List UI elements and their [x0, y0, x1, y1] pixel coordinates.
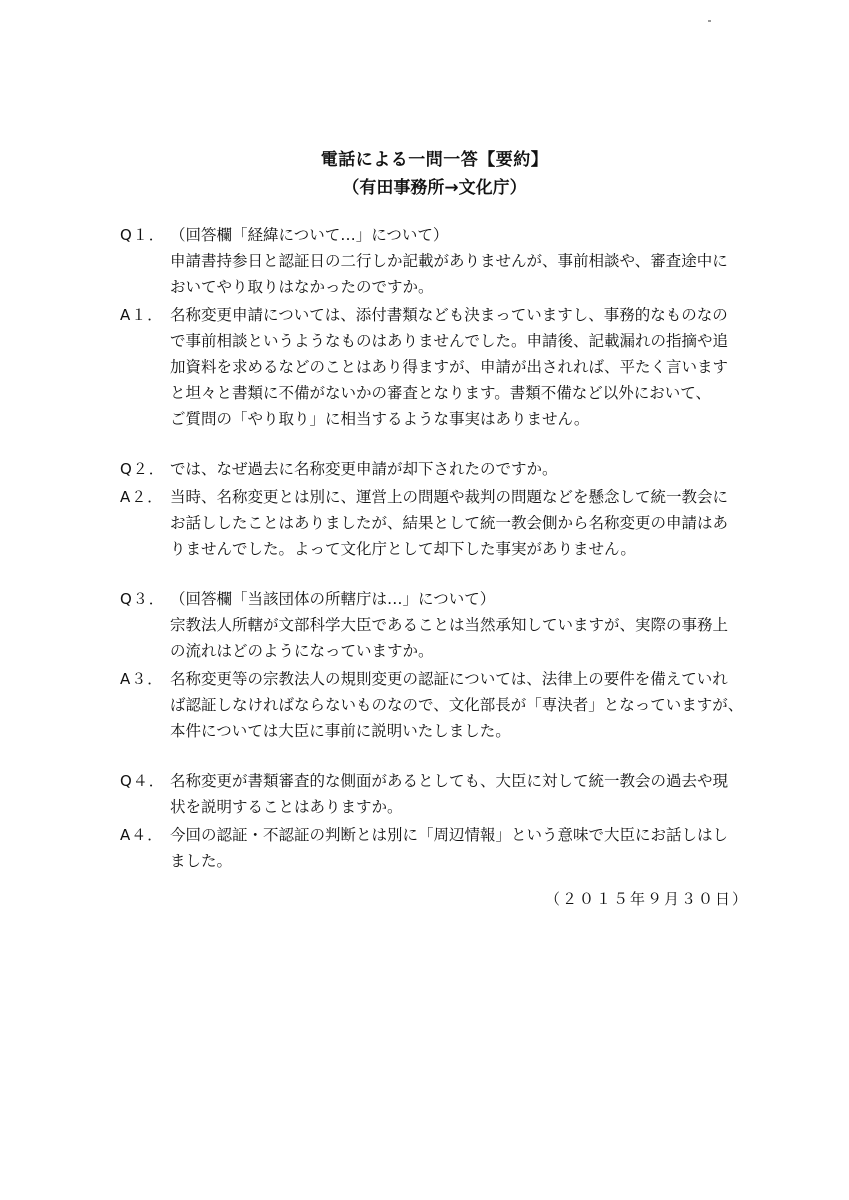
text-line: と坦々と書類に不備がないかの審査となります。書類不備など以外において、: [170, 384, 711, 402]
text-line: 申請書持参日と認証日の二行しか記載がありませんが、事前相談や、審査途中に: [170, 252, 728, 270]
answer: [120, 666, 760, 744]
answer: [120, 302, 760, 432]
text-line: 当時、名称変更とは別に、運営上の問題や裁判の問題などを懸念して統一教会に: [170, 488, 729, 506]
question: [120, 456, 760, 482]
text-line: 名称変更等の宗教法人の規則変更の認証については、法律上の要件を備えていれ: [170, 670, 728, 688]
text-line: おいてやり取りはなかったのですか。: [170, 278, 434, 296]
answer-label: A４．: [120, 826, 164, 844]
text-line: （回答欄「経緯について…」について）: [170, 226, 449, 244]
answer-text: [170, 302, 760, 432]
answer-label: A３．: [120, 670, 164, 688]
text-line: ご質問の「やり取り」に相当するような事実はありません。: [170, 410, 590, 428]
text-line: 加資料を求めるなどのことはあり得ますが、申請が出されれば、平たく言います: [170, 358, 729, 376]
question-label: Q２．: [120, 460, 165, 478]
answer-label: A１．: [120, 306, 164, 324]
text-line: （回答欄「当該団体の所轄庁は…」について）: [170, 590, 496, 608]
qa-list: [120, 222, 760, 874]
question-text: [170, 768, 760, 820]
text-line: 宗教法人所轄が文部科学大臣であることは当然承知していますが、実際の事務上: [170, 616, 729, 634]
question-label: Q１．: [120, 226, 165, 244]
qa-block: [120, 768, 760, 874]
text-line: 状を説明することはありますか。: [170, 798, 403, 816]
answer-text: [170, 484, 760, 562]
question: [120, 586, 760, 664]
text-line: の流れはどのようになっていますか。: [170, 642, 434, 660]
question-label: Q３．: [120, 590, 165, 608]
text-line: 本件については大臣に事前に説明いたしました。: [170, 722, 511, 740]
text-line: お話ししたことはありましたが、結果として統一教会側から名称変更の申請はあ: [170, 514, 729, 532]
text-line: ば認証しなければならないものなので、文化部長が「専決者」となっていますが、: [170, 696, 744, 714]
answer-text: [170, 822, 760, 874]
question: [120, 768, 760, 820]
text-line: 名称変更申請については、添付書類なども決まっていますし、事務的なものなの: [170, 306, 728, 324]
text-line: りませんでした。よって文化庁として却下した事実がありません。: [170, 540, 636, 558]
text-line: 今回の認証・不認証の判断とは別に「周辺情報」という意味で大臣にお話しはし: [170, 826, 729, 844]
qa-block: [120, 222, 760, 432]
question-text: [170, 456, 760, 482]
document-date: （２０１５年９月３０日）: [545, 890, 750, 908]
title-block: [0, 146, 849, 202]
text-line: ました。: [170, 852, 233, 870]
answer: [120, 822, 760, 874]
document-title: 電話による一問一答【要約】: [320, 150, 549, 170]
answer-label: A２．: [120, 488, 164, 506]
scan-speck: [708, 20, 711, 22]
question-text: [170, 586, 760, 664]
text-line: 名称変更が書類審査的な側面があるとしても、大臣に対して統一教会の過去や現: [170, 772, 729, 790]
answer: [120, 484, 760, 562]
qa-block: [120, 586, 760, 744]
question-text: [170, 222, 760, 300]
document-subtitle: （有田事務所→文化庁）: [342, 178, 527, 198]
qa-block: [120, 456, 760, 562]
text-line: で事前相談というようなものはありませんでした。申請後、記載漏れの指摘や追: [170, 332, 729, 350]
question: [120, 222, 760, 300]
question-label: Q４．: [120, 772, 165, 790]
answer-text: [170, 666, 760, 744]
text-line: では、なぜ過去に名称変更申請が却下されたのですか。: [170, 460, 558, 478]
